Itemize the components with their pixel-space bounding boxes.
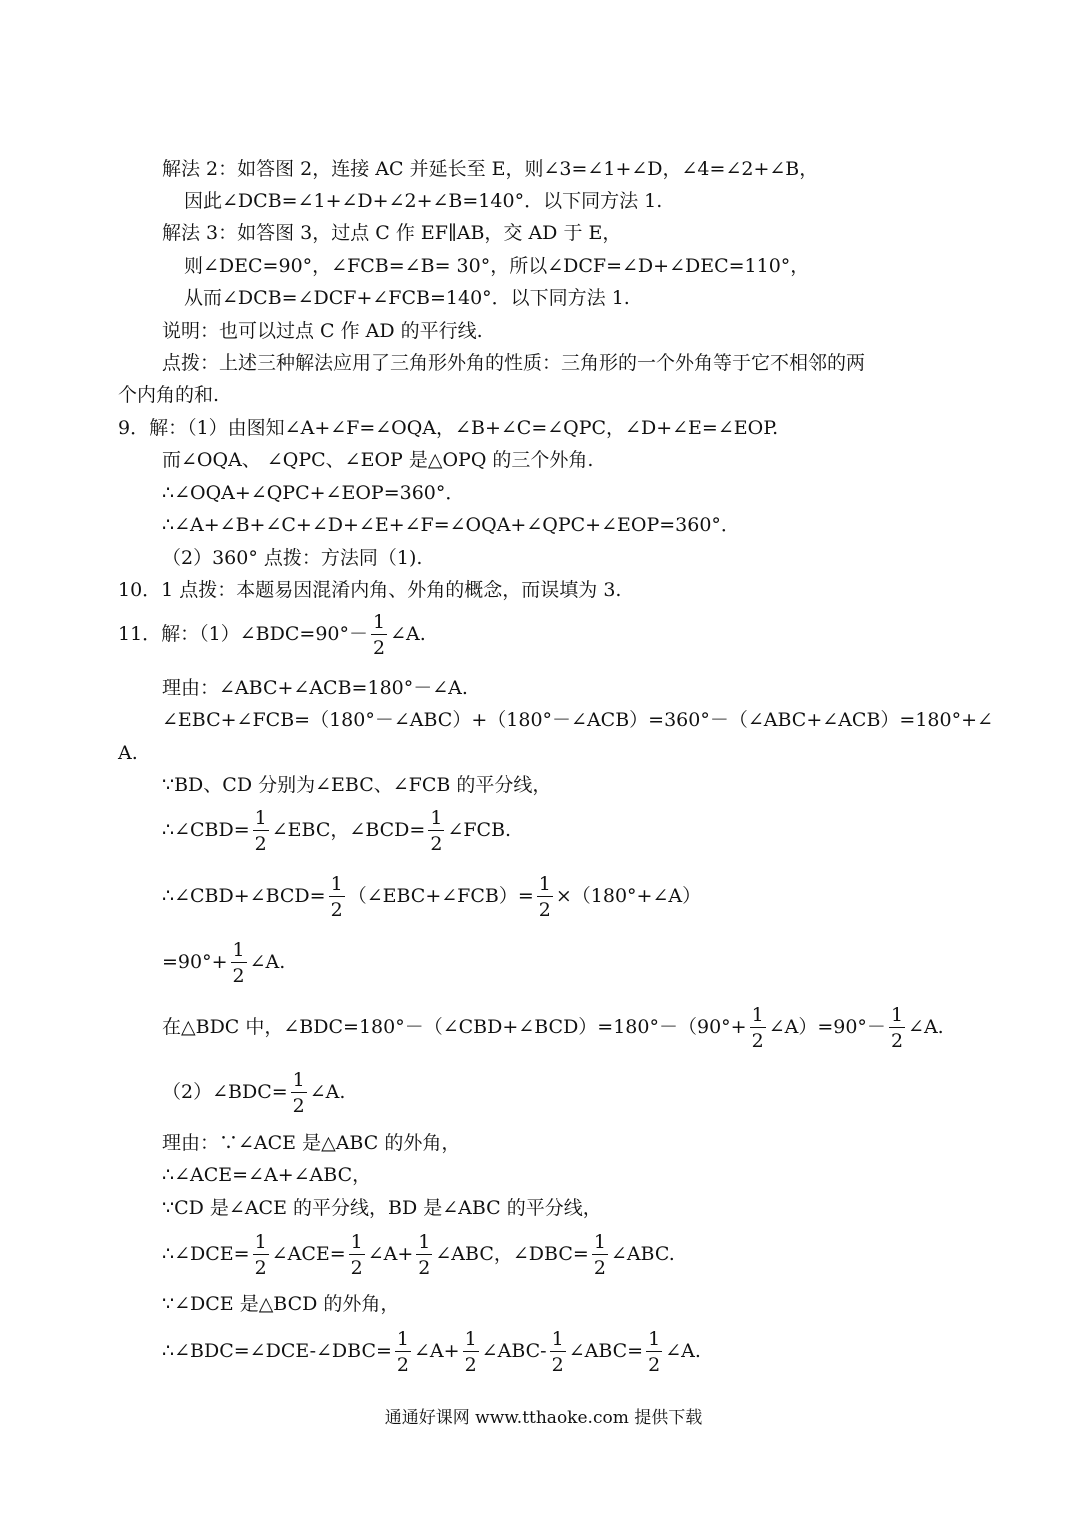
text-line: ∴∠A+∠B+∠C+∠D+∠E+∠F=∠OQA+∠QPC+∠EOP=360°． <box>162 514 740 536</box>
text-line: 理由：∵∠ACE 是△ABC 的外角， <box>162 1132 461 1154</box>
fraction: $\frac{1}{2}$ <box>373 611 386 659</box>
text-line: ∵∠DCE 是△BCD 的外角， <box>162 1293 400 1315</box>
fraction: $\frac{1}{2}$ <box>593 1231 606 1279</box>
text-line: （2）360° 点拨：方法同（1). <box>162 547 423 569</box>
text-line: 解法 3：如答图 3，过点 C 作 EF∥AB，交 AD 于 E， <box>162 222 622 244</box>
formula-line: ∴∠BDC=∠DCE-∠DBC= $\frac{1}{2}$ ∠A+ $\frac{1}{2}$ ∠ABC- $\frac{1}{2}$ ∠ABC= $\frac{1}{2}$ ∠A. <box>162 1328 701 1376</box>
text-line: ∴∠OQA+∠QPC+∠EOP=360°． <box>162 482 465 504</box>
fraction: $\frac{1}{2}$ <box>538 873 551 921</box>
text-line: ∵CD 是∠ACE 的平分线，BD 是∠ABC 的平分线， <box>162 1197 602 1219</box>
fraction: $\frac{1}{2}$ <box>396 1328 410 1376</box>
fraction: $\frac{1}{2}$ <box>751 1004 764 1052</box>
fraction: $\frac{1}{2}$ <box>292 1069 305 1117</box>
fraction: $\frac{1}{2}$ <box>350 1231 363 1279</box>
fraction: $\frac{1}{2}$ <box>551 1328 564 1376</box>
text-line: 而∠OQA、 ∠QPC、∠EOP 是△OPQ 的三个外角. <box>162 449 594 471</box>
text-line: 10．1 点拨：本题易因混淆内角、外角的概念，而误填为 3. <box>118 579 622 601</box>
fraction: $\frac{1}{2}$ <box>232 939 245 987</box>
formula-line: （2）∠BDC= $\frac{1}{2}$ ∠A. <box>162 1069 346 1117</box>
text-line: 则∠DEC=90°，∠FCB=∠B= 30°，所以∠DCF=∠D+∠DEC=110°， <box>184 255 810 277</box>
fraction: $\frac{1}{2}$ <box>254 1231 267 1279</box>
formula-line: ∴∠DCE= $\frac{1}{2}$ ∠ACE= $\frac{1}{2}$ ∠A+ $\frac{1}{2}$ ∠ABC，∠DBC= $\frac{1}{2}$ ∠ABC. <box>162 1231 675 1279</box>
text-line: ∴∠ACE=∠A+∠ABC， <box>162 1164 372 1186</box>
formula-line: ∴∠CBD+∠BCD= $\frac{1}{2}$ （∠EBC+∠FCB）= $\frac{1}{2}$ ×（180°+∠A） <box>162 873 702 921</box>
text-line: 解法 2：如答图 2，连接 AC 并延长至 E，则∠3=∠1+∠D，∠4=∠2+∠B， <box>162 158 819 180</box>
formula-line: 11．解：（1）∠BDC=90°－ $\frac{1}{2}$ ∠A. <box>118 611 426 659</box>
formula-line: ∴∠CBD= $\frac{1}{2}$ ∠EBC，∠BCD= $\frac{1}{2}$ ∠FCB. <box>162 807 512 855</box>
text-line: 9．解：（1）由图知∠A+∠F=∠OQA，∠B+∠C=∠QPC，∠D+∠E=∠EOP. <box>118 417 779 439</box>
page-footer: 通通好课网 www.tthaoke.com 提供下载 <box>384 1408 703 1428</box>
text-line: ∠EBC+∠FCB=（180°－∠ABC）+（180°－∠ACB）=360°－（∠ABC+∠ACB）=180°+∠ <box>162 709 993 731</box>
text-line: 个内角的和. <box>118 384 220 406</box>
fraction: $\frac{1}{2}$ <box>430 807 443 855</box>
fraction: $\frac{1}{2}$ <box>464 1328 477 1376</box>
text-line: ∵BD、CD 分别为∠EBC、∠FCB 的平分线， <box>162 774 552 796</box>
text-line: 理由：∠ABC+∠ACB=180°－∠A. <box>162 677 468 699</box>
formula-line: 在△BDC 中，∠BDC=180°－（∠CBD+∠BCD）=180°－（90°+ $\frac{1}{2}$ ∠A）=90°－ $\frac{1}{2}$ ∠A. <box>162 1004 944 1052</box>
text-line: 说明：也可以过点 C 作 AD 的平行线. <box>162 320 483 342</box>
fraction: $\frac{1}{2}$ <box>330 873 343 921</box>
text-line: 点拨：上述三种解法应用了三角形外角的性质：三角形的一个外角等于它不相邻的两 <box>162 352 866 374</box>
fraction: $\frac{1}{2}$ <box>648 1328 661 1376</box>
text-line: 因此∠DCB=∠1+∠D+∠2+∠B=140°．以下同方法 1. <box>184 190 663 212</box>
text-line: A. <box>118 742 138 764</box>
text-line: 从而∠DCB=∠DCF+∠FCB=140°．以下同方法 1. <box>184 287 630 309</box>
fraction: $\frac{1}{2}$ <box>254 807 267 855</box>
formula-line: =90°+ $\frac{1}{2}$ ∠A. <box>162 939 286 987</box>
fraction: $\frac{1}{2}$ <box>890 1004 904 1052</box>
fraction: $\frac{1}{2}$ <box>418 1231 431 1279</box>
